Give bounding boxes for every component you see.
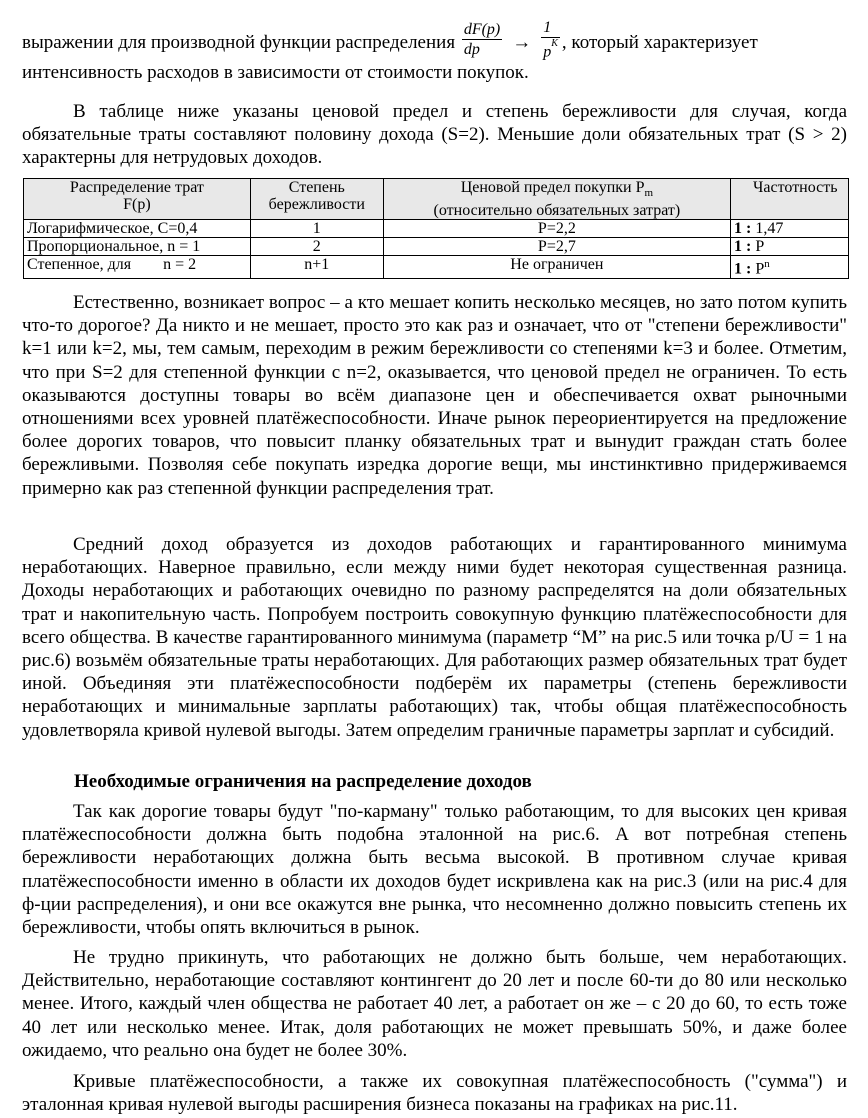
cell-degree: n+1	[250, 256, 383, 278]
paragraph-average-income: Средний доход образуется из доходов работающих и гарантированного минимума неработающих. Наверное правильно, если между ними будет некоторая существенная разница. Доходы неработающих и работающих очевидно по разному распределятся на доли обязательных трат и накопительную часть. Попробуем построить совокупную функцию платёжеспособности для всего общества. В качестве гарантированного минимума (параметр “M” на рис.5 или точка p/U = 1 на рис.6) возьмём обязательные траты неработающих. Для работающих размер обязательных трат будет иной. Объединяя эти платёжеспособности подберём их параметры (степень бережливости неработающих и минимальные зарплаты работающих) так, чтобы общая платёжеспособность удовлетворяла кривой нулевой выгоды. Затем определим граничные параметры зарплат и субсидий.	[22, 534, 847, 741]
fraction-exponent: K	[551, 38, 558, 49]
cell-price-limit: Не ограничен	[383, 256, 730, 278]
cell-price-limit: P=2,2	[383, 220, 730, 238]
paragraph-natural-question: Естественно, возникает вопрос – а кто мешает копить несколько месяцев, но зато потом купить что-то дорогое? Да никто и не мешает, просто это как раз и означает, что от "степени бережливости" k=1 или k=2, мы, тем самым, переходим в режим бережливости со степенями k=3 и более. Отметим, что при S=2 для степенной функции с n=2, оказывается, что ценовой предел не ограничен. То есть оказываются доступны товары во всём диапазоне цен и обеспечивается охват рыночными отношениями всех уровней платёжеспособности. Иначе рынок переориентируется на предложение более дорогих товаров, что повысит планку обязательных трат и вынудит граждан стать более бережливыми. Позволяя себе покупать изредка дорогие вещи, мы инстинктивно придерживаемся примерно как раз степенной функции распределения трат.	[22, 292, 847, 499]
cell-distribution: Логарифмическое, С=0,4	[24, 220, 251, 238]
cell-frequency: 1 : P	[731, 238, 849, 256]
formula-line-two: интенсивность расходов в зависимости от стоимости покупок.	[22, 62, 529, 84]
cell-degree: 1	[250, 220, 383, 238]
fraction-denominator	[541, 38, 560, 61]
table-row	[24, 256, 849, 278]
cell-frequency: 1 : $P^n$	[731, 256, 849, 278]
formula-trail-text: , который характеризует	[561, 32, 758, 54]
header-price-limit: Ценовой предел покупки $P_m$ (относительно обязательных затрат)	[383, 179, 730, 220]
paragraph-expensive-goods: Так как дорогие товары будут "по-карману" только работающим, то для высоких цен кривая платёжеспособности должна быть подобна эталонной на рис.6. А вот потребная степень бережливости неработающих должна быть весьма высокой. В противном случае кривая платёжеспособности именно в области их доходов будет искривлена как на рис.3 (или на рис.4 для ф-ции распределения), и они все окажутся вне рынка, что несомненно должно повысить степень их бережливости, чтобы опять включиться в рынок.	[22, 801, 847, 939]
arrow-symbol: →	[512, 32, 532, 54]
table-row	[24, 220, 849, 238]
fraction-denominator: dp	[463, 41, 480, 59]
paragraph-table-intro: В таблице ниже указаны ценовой предел и степень бережливости для случая, когда обязательные траты составляют половину дохода (S=2). Меньшие доли обязательных трат (S > 2) характерны для нетрудовых доходов.	[22, 101, 847, 169]
header-distribution: Распределение трат F(p)	[24, 179, 251, 220]
header-degree: Степень бережливости	[250, 179, 383, 220]
cell-degree: 2	[250, 238, 383, 256]
section-heading: Необходимые ограничения на распределение доходов	[74, 771, 532, 792]
fraction-one-over-pk	[541, 18, 560, 61]
table-row	[24, 238, 849, 256]
fraction-numerator: dF(p)	[463, 21, 501, 39]
fraction-base: p	[543, 43, 552, 61]
cell-price-limit: P=2,7	[383, 238, 730, 256]
paragraph-formula	[22, 19, 847, 85]
table-header-row	[24, 179, 849, 220]
paragraph-curves: Кривые платёжеспособности, а также их совокупная платёжеспособность ("сумма") и эталонная кривая нулевой выгоды расширения бизнеса показаны на графиках на рис.11.	[22, 1071, 847, 1116]
cell-distribution: Пропорциональное, n = 1	[24, 238, 251, 256]
header-frequency: Частотность	[731, 179, 849, 220]
fraction-numerator: 1	[541, 18, 560, 38]
paragraph-workers-share: Не трудно прикинуть, что работающих не должно быть больше, чем неработающих. Действительно, неработающие составляют контингент до 20 лет и после 60-ти до 80 или несколько менее. Итого, каждый член общества не работает 40 лет, а работает он же – с 20 до 60, то есть тоже 40 лет или несколько менее. Итак, доля работающих не может превышать 50%, и даже более ожидаемо, что реально она будет не более 30%.	[22, 947, 847, 1061]
cell-frequency: 1 : 1,47	[731, 220, 849, 238]
cell-distribution: Степенное, для n = 2	[24, 256, 251, 278]
savings-table	[23, 178, 849, 279]
fraction-dfdp	[462, 20, 502, 59]
formula-lead-text: выражении для производной функции распределения	[22, 32, 456, 54]
